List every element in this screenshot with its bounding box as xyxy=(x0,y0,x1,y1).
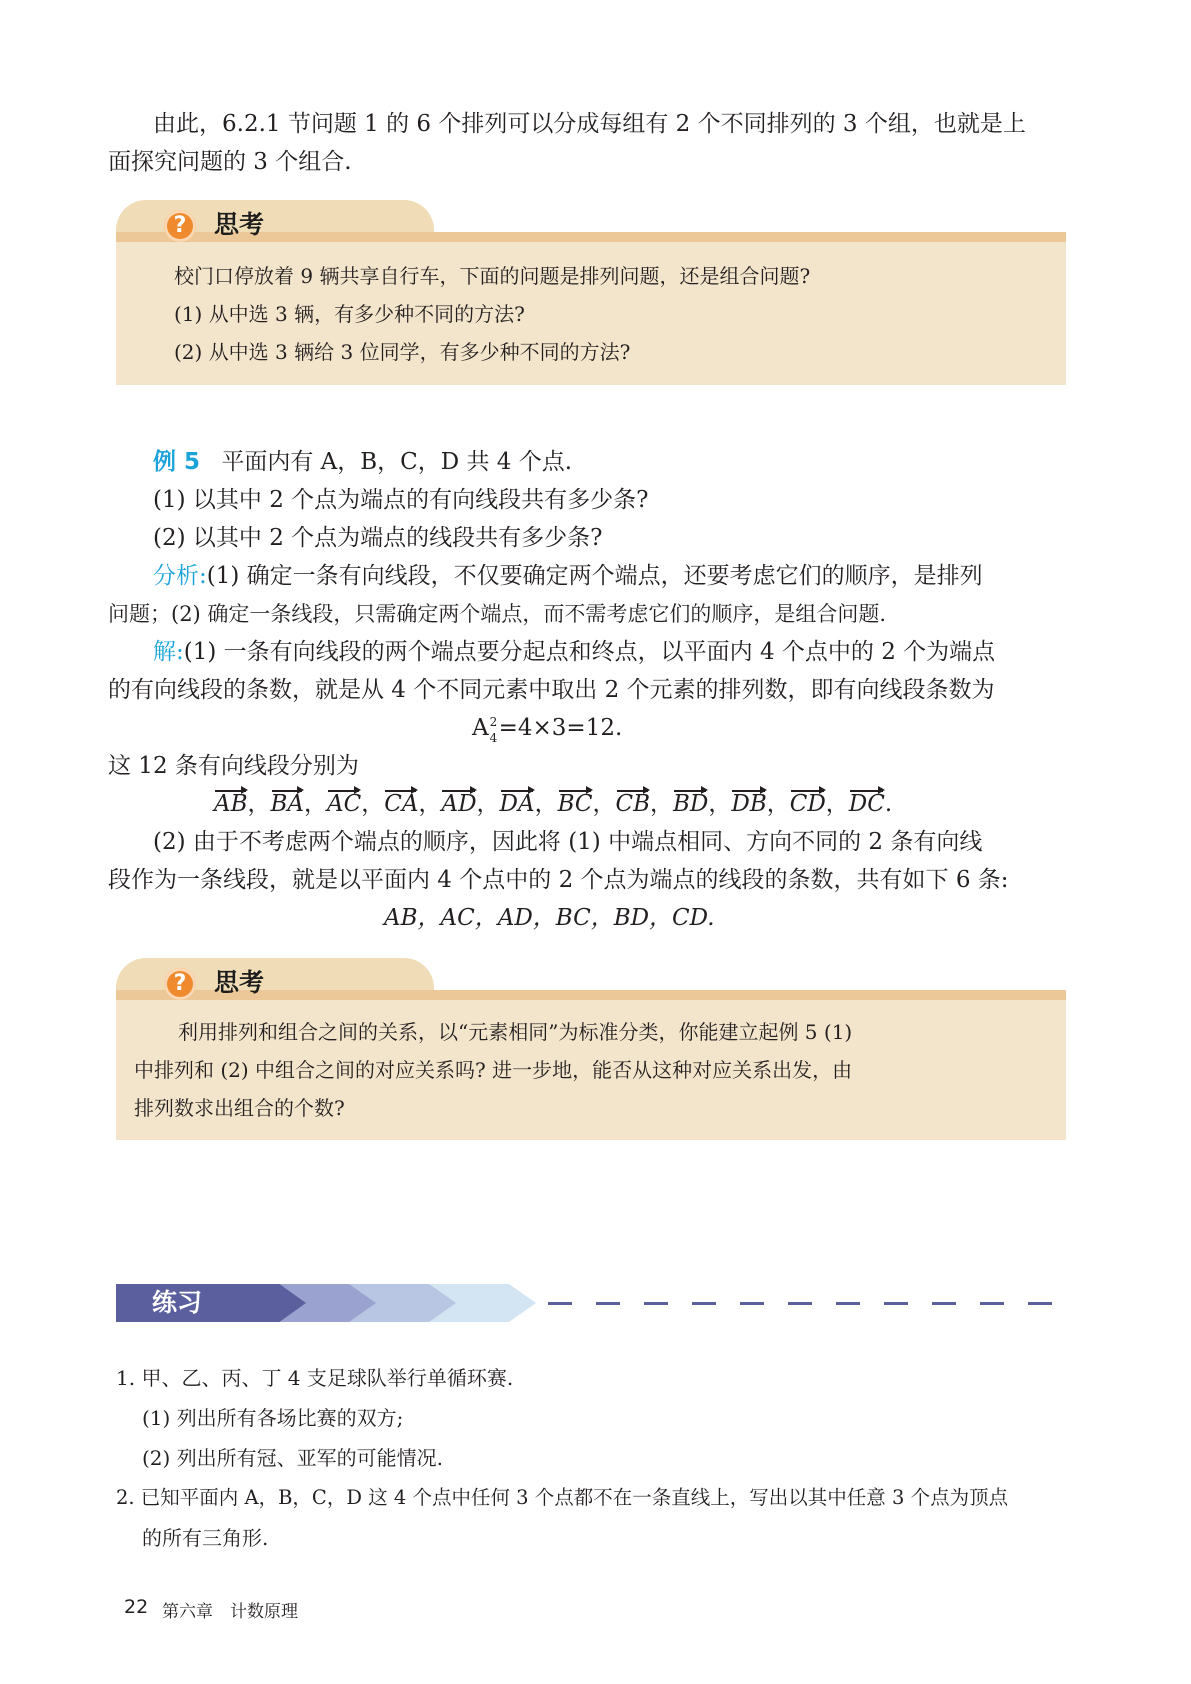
question-mark-icon: ? xyxy=(164,210,196,242)
exercise-item-1: 1. 甲、乙、丙、丁 4 支足球队举行单循环赛. xyxy=(116,1366,514,1390)
banner-dash xyxy=(644,1302,668,1305)
vector-BA: BA xyxy=(271,788,305,820)
banner-dash xyxy=(932,1302,956,1305)
think-title: 思考 xyxy=(214,968,265,997)
intro-line-1: 由此，6.2.1 节问题 1 的 6 个排列可以分成每组有 2 个不同排列的 3 个组，也就是上 xyxy=(153,111,1026,137)
exercise-title: 练习 xyxy=(152,1288,203,1317)
analysis-label: 分析: xyxy=(153,563,207,589)
banner-dash xyxy=(788,1302,812,1305)
permutation-formula: A 2 4 =4×3=12. xyxy=(472,715,623,745)
think-line: 利用排列和组合之间的关系，以“元素相同”为标准分类，你能建立起例 5 (1) xyxy=(178,1020,853,1044)
example-label: 例 5 xyxy=(153,449,201,475)
banner-dash xyxy=(884,1302,908,1305)
example-stem: 平面内有 A，B，C，D 共 4 个点. xyxy=(221,449,573,475)
intro-line-2: 面探究问题的 3 个组合. xyxy=(108,149,352,175)
example-header xyxy=(153,446,572,478)
page-number: 22 xyxy=(124,1596,149,1618)
banner-dash xyxy=(596,1302,620,1305)
vector-DC: DC xyxy=(849,788,885,820)
question-mark-icon: ? xyxy=(164,968,196,1000)
exercise-item-2-cont: 的所有三角形. xyxy=(142,1526,269,1550)
banner-dash xyxy=(548,1302,572,1305)
part2-line-2: 段作为一条线段，就是以平面内 4 个点中的 2 个点为端点的线段的条数，共有如下 6 条: xyxy=(108,867,1009,893)
think-box-2 xyxy=(116,958,1066,1140)
solution-label: 解: xyxy=(153,639,184,665)
think-title: 思考 xyxy=(214,210,265,239)
solution-line-2: 的有向线段的条数，就是从 4 个不同元素中取出 2 个元素的排列数，即有向线段条数为 xyxy=(108,677,995,703)
analysis-line-1: 分析:(1) 确定一条有向线段，不仅要确定两个端点，还要考虑它们的顺序，是排列 xyxy=(153,563,983,589)
banner-dash xyxy=(836,1302,860,1305)
part2-line-1: (2) 由于不考虑两个端点的顺序，因此将 (1) 中端点相同、方向不同的 2 条有向线 xyxy=(153,829,983,855)
banner-dash xyxy=(740,1302,764,1305)
banner-dash xyxy=(1028,1302,1052,1305)
vector-DB: DB xyxy=(731,788,766,820)
vector-list-intro: 这 12 条有向线段分别为 xyxy=(108,753,359,779)
exercise-subitem: (1) 列出所有各场比赛的双方; xyxy=(142,1406,404,1430)
vector-BC: BC xyxy=(558,788,593,820)
think-line: (1) 从中选 3 辆，有多少种不同的方法? xyxy=(174,302,525,326)
vector-AB: AB xyxy=(214,788,248,820)
think-line: (2) 从中选 3 辆给 3 位同学，有多少种不同的方法? xyxy=(174,340,631,364)
example-question-1: (1) 以其中 2 个点为端点的有向线段共有多少条? xyxy=(153,487,649,513)
vector-list: AB，BA，AC，CA，AD，DA，BC，CB，BD，DB，CD，DC. xyxy=(214,788,892,820)
analysis-line-2: 问题；(2) 确定一条线段，只需确定两个端点，而不需考虑它们的顺序，是组合问题. xyxy=(108,602,887,626)
vector-CB: CB xyxy=(616,788,651,820)
think-line: 排列数求出组合的个数? xyxy=(134,1096,345,1120)
vector-AC: AC xyxy=(327,788,361,820)
chapter-title: 第六章 计数原理 xyxy=(162,1602,298,1622)
vector-CA: CA xyxy=(384,788,418,820)
vector-CD: CD xyxy=(790,788,826,820)
exercise-subitem: (2) 列出所有冠、亚军的可能情况. xyxy=(142,1446,444,1470)
banner-dash xyxy=(980,1302,1004,1305)
example-question-2: (2) 以其中 2 个点为端点的线段共有多少条? xyxy=(153,525,603,551)
segment-list: AB，AC，AD，BC，BD，CD. xyxy=(384,905,715,931)
vector-AD: AD xyxy=(441,788,476,820)
think-line: 中排列和 (2) 中组合之间的对应关系吗? 进一步地，能否从这种对应关系出发，由 xyxy=(134,1058,853,1082)
exercise-item-2: 2. 已知平面内 A，B，C，D 这 4 个点中任何 3 个点都不在一条直线上，写出以其中任意 3 个点为顶点 xyxy=(116,1486,1009,1509)
vector-BD: BD xyxy=(673,788,708,820)
banner-dash xyxy=(692,1302,716,1305)
think-line: 校门口停放着 9 辆共享自行车，下面的问题是排列问题，还是组合问题? xyxy=(174,264,811,288)
solution-line-1: 解:(1) 一条有向线段的两个端点要分起点和终点，以平面内 4 个点中的 2 个为端点 xyxy=(153,639,996,665)
think-box-1 xyxy=(116,200,1066,385)
vector-DA: DA xyxy=(500,788,535,820)
